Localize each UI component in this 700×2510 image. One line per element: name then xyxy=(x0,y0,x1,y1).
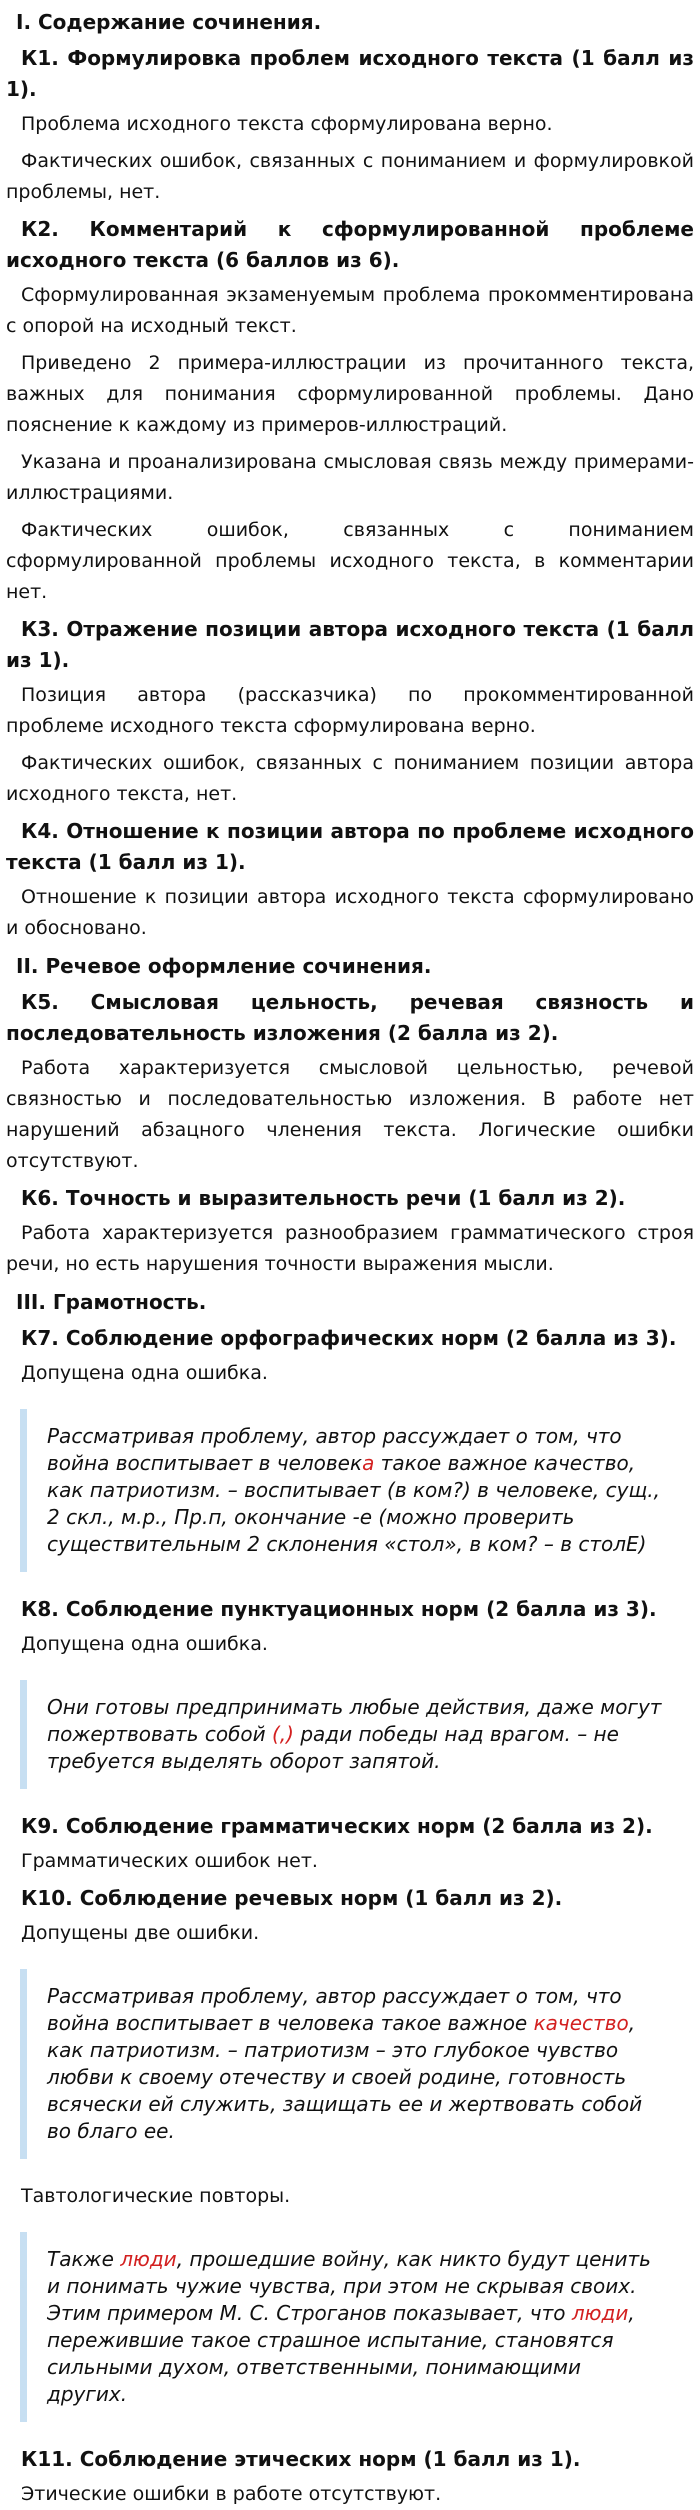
criterion-k8-title: К8. Соблюдение пунктуационных норм (2 балла из 3). xyxy=(21,1597,657,1621)
criterion-k3-title: К3. Отражение позиции автора исходного текста (1 балл из 1). xyxy=(6,617,694,672)
quote-text: , как патриотизм. – патриотизм – это глубокое чувство любви к своему отечеству и своей родине, готовность всячески ей служить, защищать ее и жертвовать собой во благо ее. xyxy=(47,2011,643,2143)
quote-text: Рассматривая проблему, автор рассуждает о том, что война воспитывает в человека такое важное xyxy=(47,1984,622,2035)
criterion-k2-text-4: Фактических ошибок, связанных с пониманием сформулированной проблемы исходного текста, в комментарии нет. xyxy=(6,519,694,603)
criterion-k10-quote-2 xyxy=(20,2232,680,2422)
criterion-k6-title: К6. Точность и выразительность речи (1 балл из 2). xyxy=(21,1186,626,1210)
criterion-k3-text-2: Фактических ошибок, связанных с пониманием позиции автора исходного текста, нет. xyxy=(6,752,694,805)
criterion-k2-text-1: Сформулированная экзаменуемым проблема прокомментирована с опорой на исходный текст. xyxy=(6,284,694,337)
criterion-k9-title: К9. Соблюдение грамматических норм (2 балла из 2). xyxy=(21,1814,653,1838)
criterion-k4-text-1: Отношение к позиции автора исходного текста сформулировано и обосновано. xyxy=(6,886,694,939)
quote-text: такое важное качество, как патриотизм. – воспитывает (в ком?) в человеке, сущ., 2 скл., м.р., Пр.п, окончание -е (можно проверить существительным 2 склонения «стол», в ком? – в столЕ) xyxy=(47,1451,661,1556)
criterion-k5-title: К5. Смысловая цельность, речевая связность и последовательность изложения (2 балла из 2). xyxy=(6,990,694,1045)
criterion-k7-quote xyxy=(20,1409,680,1572)
criterion-k10-quote-1 xyxy=(20,1969,680,2159)
criterion-k9-text-1: Грамматических ошибок нет. xyxy=(21,1850,318,1872)
error-highlight: люди xyxy=(571,2301,629,2325)
criterion-k10-title: К10. Соблюдение речевых норм (1 балл из 2). xyxy=(21,1886,563,1910)
section-title-content: I. Содержание сочинения. xyxy=(16,10,322,34)
criterion-k11-title: К11. Соблюдение этических норм (1 балл из 1). xyxy=(21,2447,581,2471)
quote-text: , прошедшие войну, как никто будут ценить и понимать чужие чувства, при этом не скрывая своих. Этим примером М. С. Строганов показывает, что xyxy=(47,2247,651,2325)
criterion-k11-text-1: Этические ошибки в работе отсутствуют. xyxy=(21,2483,442,2505)
error-highlight: люди xyxy=(120,2247,177,2271)
quote-text: Они готовы предпринимать любые действия, даже могут пожертвовать собой xyxy=(47,1695,662,1746)
quote-text: ради победы над врагом. – не требуется выделять оборот запятой. xyxy=(47,1722,619,1773)
section-title-speech: II. Речевое оформление сочинения. xyxy=(16,954,432,978)
criterion-k1-text-1: Проблема исходного текста сформулирована верно. xyxy=(21,113,553,135)
criterion-k7-title: К7. Соблюдение орфографических норм (2 балла из 3). xyxy=(21,1326,677,1350)
criterion-k7-text-1: Допущена одна ошибка. xyxy=(21,1362,268,1384)
criterion-k8-text-1: Допущена одна ошибка. xyxy=(21,1633,268,1655)
criterion-k5-text-1: Работа характеризуется смысловой цельностью, речевой связностью и последовательностью изложения. В работе нет нарушений абзацного членения текста. Логические ошибки отсутствуют. xyxy=(6,1057,694,1172)
criterion-k2-text-3: Указана и проанализирована смысловая связь между примерами-иллюстрациями. xyxy=(6,451,694,504)
criterion-k2-text-2: Приведено 2 примера-иллюстрации из прочитанного текста, важных для понимания сформулированной проблемы. Дано пояснение к каждому из примеров-иллюстраций. xyxy=(6,352,694,436)
criterion-k10-text-1: Допущены две ошибки. xyxy=(21,1922,260,1944)
criterion-k6-text-1: Работа характеризуется разнообразием грамматического строя речи, но есть нарушения точности выражения мысли. xyxy=(6,1222,694,1275)
criterion-k8-quote xyxy=(20,1680,680,1789)
error-highlight: качество xyxy=(533,2011,629,2035)
criterion-k4-title: К4. Отношение к позиции автора по проблеме исходного текста (1 балл из 1). xyxy=(6,819,694,874)
criterion-k1-text-2: Фактических ошибок, связанных с пониманием и формулировкой проблемы, нет. xyxy=(6,150,694,203)
criterion-k2-title: К2. Комментарий к сформулированной проблеме исходного текста (6 баллов из 6). xyxy=(6,217,694,272)
criterion-k10-text-2: Тавтологические повторы. xyxy=(21,2185,291,2207)
criterion-k1-title: К1. Формулировка проблем исходного текста (1 балл из 1). xyxy=(6,46,694,101)
error-highlight: а xyxy=(362,1451,375,1475)
quote-text: Также xyxy=(47,2247,121,2271)
quote-text: , пережившие такое страшное испытание, становятся сильными духом, ответственными, понимающими других. xyxy=(47,2301,635,2406)
essay-review xyxy=(0,8,700,2510)
quote-text: Рассматривая проблему, автор рассуждает о том, что война воспитывает в человек xyxy=(47,1424,622,1475)
criterion-k3-text-1: Позиция автора (рассказчика) по прокомментированной проблеме исходного текста сформулирована верно. xyxy=(6,684,694,737)
section-title-literacy: III. Грамотность. xyxy=(16,1290,207,1314)
error-highlight: (,) xyxy=(272,1722,294,1746)
